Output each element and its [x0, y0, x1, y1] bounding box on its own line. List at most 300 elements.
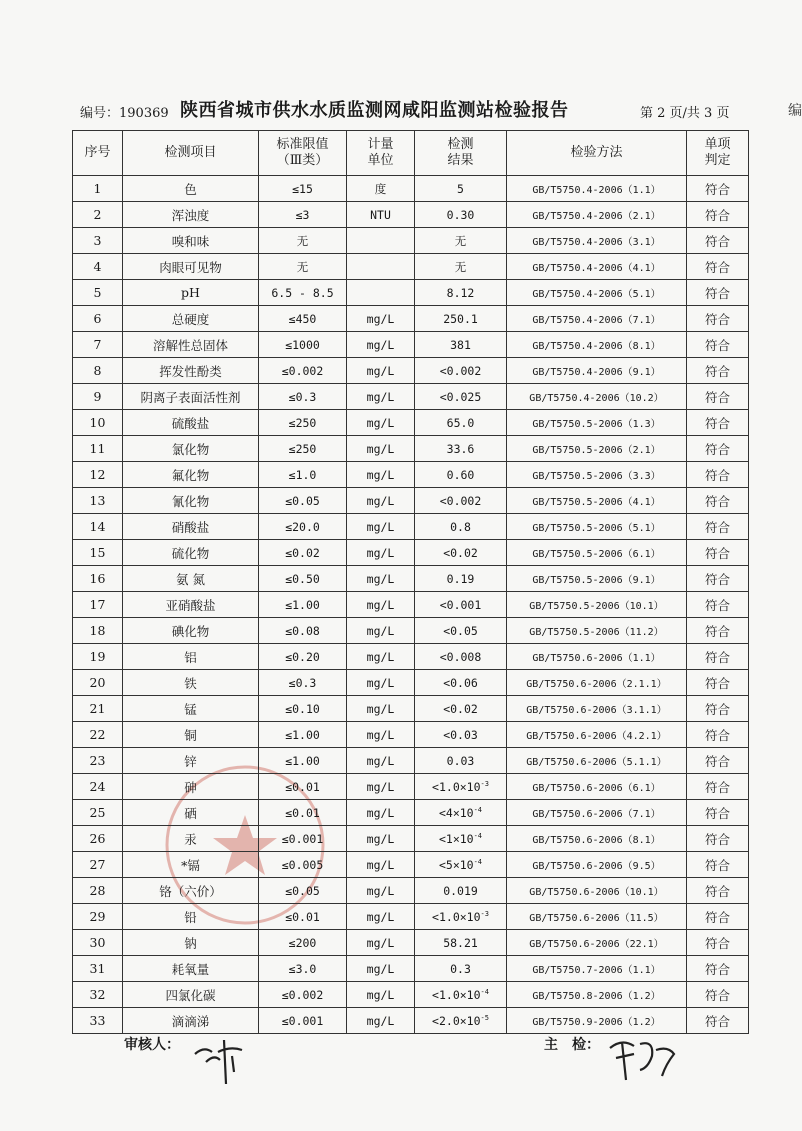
cell-unit-text: mg/L	[366, 857, 395, 872]
cell-unit-text: mg/L	[366, 597, 395, 612]
cell-limit-text: ≤0.01	[285, 909, 320, 924]
cell-limit	[259, 956, 347, 982]
cell-limit	[259, 722, 347, 748]
cell-method	[507, 462, 687, 488]
cell-item	[123, 670, 259, 696]
cell-method-text: GB/T5750.5-2006（1.3）	[532, 419, 661, 430]
cell-unit	[347, 956, 415, 982]
cell-no-text: 10	[89, 415, 106, 430]
cell-unit	[347, 644, 415, 670]
cell-result	[415, 436, 507, 462]
cell-judge	[687, 826, 749, 852]
cell-unit-text: mg/L	[366, 701, 395, 716]
cell-no	[73, 566, 123, 592]
table-row	[73, 592, 749, 618]
table-row	[73, 488, 749, 514]
cell-limit-text: ≤0.02	[285, 545, 320, 560]
cell-unit-text: mg/L	[366, 467, 395, 482]
cell-unit	[347, 904, 415, 930]
cell-judge	[687, 306, 749, 332]
cell-judge	[687, 930, 749, 956]
cell-judge-text: 符合	[704, 389, 730, 405]
cell-limit	[259, 410, 347, 436]
cell-unit-text: mg/L	[366, 363, 395, 378]
cell-no	[73, 254, 123, 280]
cell-method	[507, 228, 687, 254]
cell-judge	[687, 540, 749, 566]
cell-no-text: 12	[89, 467, 106, 482]
cell-result-text: <0.008	[439, 649, 482, 664]
cell-unit-text: mg/L	[366, 935, 395, 950]
cell-no-text: 32	[89, 987, 106, 1002]
cell-item	[123, 488, 259, 514]
cell-item-text: 阴离子表面活性剂	[140, 389, 241, 405]
cell-item	[123, 696, 259, 722]
cell-unit-text: mg/L	[366, 311, 395, 326]
cell-limit-text: 6.5 - 8.5	[271, 285, 334, 300]
cell-method	[507, 592, 687, 618]
cell-result-text: <0.002	[439, 493, 482, 508]
table-row	[73, 176, 749, 202]
cell-judge-text: 符合	[704, 701, 730, 717]
cell-result-text: 0.30	[446, 207, 475, 222]
cell-result-text: 58.21	[443, 935, 478, 950]
cell-result	[415, 488, 507, 514]
table-row	[73, 384, 749, 410]
cell-method-text: GB/T5750.5-2006（9.1）	[532, 575, 661, 586]
cell-result	[415, 878, 507, 904]
cell-unit	[347, 332, 415, 358]
cell-item-text: 浑浊度	[171, 207, 210, 223]
cell-method-text: GB/T5750.7-2006（1.1）	[532, 965, 661, 976]
cell-method-text: GB/T5750.8-2006（1.2）	[532, 991, 661, 1002]
cell-no	[73, 332, 123, 358]
cell-unit	[347, 982, 415, 1008]
cell-limit-text: ≤0.05	[285, 883, 320, 898]
cell-judge-text: 符合	[704, 961, 730, 977]
cell-judge	[687, 644, 749, 670]
table-header-row	[73, 131, 749, 176]
cell-method-text: GB/T5750.5-2006（11.2）	[529, 627, 664, 638]
cell-no	[73, 852, 123, 878]
cell-result	[415, 774, 507, 800]
cell-method	[507, 748, 687, 774]
cell-judge-text: 符合	[704, 831, 730, 847]
cell-judge	[687, 800, 749, 826]
cell-no	[73, 748, 123, 774]
cell-no	[73, 982, 123, 1008]
cell-unit-text: mg/L	[366, 337, 395, 352]
cell-judge-text: 符合	[704, 519, 730, 535]
header-col-judge: 单项 判定	[687, 131, 749, 176]
cell-limit	[259, 644, 347, 670]
cell-limit	[259, 436, 347, 462]
cell-no-text: 9	[93, 389, 102, 404]
cell-unit-text: mg/L	[366, 805, 395, 820]
cell-limit	[259, 592, 347, 618]
cell-item	[123, 332, 259, 358]
cell-limit-text: ≤250	[288, 415, 317, 430]
table-row	[73, 228, 749, 254]
cell-unit	[347, 176, 415, 202]
cell-unit	[347, 826, 415, 852]
cell-result-text: <2.0×10	[432, 1013, 481, 1028]
cell-judge-text: 符合	[704, 753, 730, 769]
cell-result	[415, 930, 507, 956]
table-row	[73, 982, 749, 1008]
table-row	[73, 800, 749, 826]
cell-unit	[347, 384, 415, 410]
cell-unit	[347, 462, 415, 488]
cell-unit	[347, 800, 415, 826]
cell-result-text: 65.0	[446, 415, 475, 430]
cell-item	[123, 358, 259, 384]
cell-item-text: 铁	[184, 675, 197, 691]
cell-result	[415, 618, 507, 644]
header-col-unit: 计量 单位	[347, 131, 415, 176]
cell-unit	[347, 878, 415, 904]
cell-no	[73, 228, 123, 254]
cell-unit	[347, 254, 415, 280]
cell-judge-text: 符合	[704, 545, 730, 561]
cell-no-text: 22	[89, 727, 106, 742]
cell-no-text: 6	[93, 311, 102, 326]
cell-item-text: 锰	[184, 701, 197, 717]
cell-limit	[259, 774, 347, 800]
cell-no-text: 2	[93, 207, 102, 222]
header-col-limit: 标准限值 （Ⅲ类）	[259, 131, 347, 176]
cell-result	[415, 540, 507, 566]
cell-unit	[347, 436, 415, 462]
report-header	[80, 96, 740, 126]
cell-method-text: GB/T5750.6-2006（11.5）	[529, 913, 664, 924]
cell-limit-text: ≤0.3	[288, 675, 317, 690]
cell-item-text: 硝酸盐	[171, 519, 210, 535]
cell-judge	[687, 228, 749, 254]
table-row	[73, 904, 749, 930]
cell-judge-text: 符合	[704, 259, 730, 275]
cell-limit	[259, 826, 347, 852]
cell-no-text: 1	[93, 181, 102, 196]
cell-limit-text: 无	[296, 259, 309, 274]
cell-no-text: 33	[89, 1013, 106, 1028]
cell-method	[507, 436, 687, 462]
cell-judge	[687, 748, 749, 774]
cell-no-text: 7	[93, 337, 102, 352]
cell-method-text: GB/T5750.6-2006（6.1）	[532, 783, 661, 794]
cell-judge-text: 符合	[704, 467, 730, 483]
cell-no-text: 21	[89, 701, 106, 716]
cell-item	[123, 592, 259, 618]
cell-result	[415, 332, 507, 358]
cell-unit-text: mg/L	[366, 675, 395, 690]
table-row	[73, 254, 749, 280]
cell-unit-text: mg/L	[366, 389, 395, 404]
cell-limit-text: ≤1.00	[285, 727, 320, 742]
cell-item	[123, 774, 259, 800]
cell-limit-text: ≤1.0	[288, 467, 317, 482]
cell-limit-text: ≤1.00	[285, 753, 320, 768]
cell-no-text: 29	[89, 909, 106, 924]
cell-result-text: <0.002	[439, 363, 482, 378]
cell-judge	[687, 670, 749, 696]
cell-no	[73, 462, 123, 488]
cell-method-text: GB/T5750.4-2006（5.1）	[532, 289, 661, 300]
cell-limit-text: ≤0.08	[285, 623, 320, 638]
cell-item	[123, 800, 259, 826]
table-row	[73, 774, 749, 800]
cell-method-text: GB/T5750.5-2006（6.1）	[532, 549, 661, 560]
cell-result-text: 5	[457, 181, 464, 196]
cell-item-text: 挥发性酚类	[159, 363, 222, 379]
cell-method-text: GB/T5750.4-2006（10.2）	[529, 393, 664, 404]
table-row	[73, 852, 749, 878]
cell-result-text: 33.6	[446, 441, 475, 456]
table-row	[73, 618, 749, 644]
cell-result-text: <5×10	[438, 857, 474, 872]
reviewer-signature	[190, 1032, 250, 1092]
cell-method-text: GB/T5750.4-2006（7.1）	[532, 315, 661, 326]
cell-item-text: 锌	[184, 753, 197, 769]
header-col-no: 序号	[73, 131, 123, 176]
cell-judge-text: 符合	[704, 311, 730, 327]
cell-item-text: 氨 氮	[176, 571, 205, 587]
cell-result	[415, 176, 507, 202]
cell-unit	[347, 748, 415, 774]
cell-item-text: 氰化物	[171, 493, 210, 509]
cell-unit-text: mg/L	[366, 987, 395, 1002]
cell-limit	[259, 332, 347, 358]
cell-result-text: <4×10	[438, 805, 474, 820]
cell-method-text: GB/T5750.4-2006（8.1）	[532, 341, 661, 352]
cell-no-text: 19	[89, 649, 106, 664]
cell-judge-text: 符合	[704, 207, 730, 223]
cell-no	[73, 904, 123, 930]
cell-judge-text: 符合	[704, 675, 730, 691]
cell-judge-text: 符合	[704, 805, 730, 821]
cell-method-text: GB/T5750.4-2006（2.1）	[532, 211, 661, 222]
cell-method-text: GB/T5750.6-2006（7.1）	[532, 809, 661, 820]
cell-judge	[687, 176, 749, 202]
cell-unit	[347, 280, 415, 306]
cell-limit-text: ≤0.50	[285, 571, 320, 586]
cell-item	[123, 410, 259, 436]
cell-limit	[259, 358, 347, 384]
table-row	[73, 358, 749, 384]
cell-no-text: 4	[93, 259, 102, 274]
cell-limit	[259, 670, 347, 696]
cell-judge-text: 符合	[704, 909, 730, 925]
cell-method-text: GB/T5750.6-2006（10.1）	[529, 887, 664, 898]
cell-no	[73, 176, 123, 202]
cell-item-text: 铅	[184, 909, 197, 925]
cell-result-text: 0.03	[446, 753, 475, 768]
cell-limit-text: ≤0.001	[281, 831, 324, 846]
cell-unit	[347, 202, 415, 228]
cell-item-text: 嗅和味	[171, 233, 210, 249]
cell-judge-text: 符合	[704, 597, 730, 613]
cell-judge	[687, 410, 749, 436]
cell-no	[73, 826, 123, 852]
cell-no	[73, 358, 123, 384]
cell-no-text: 25	[89, 805, 106, 820]
cell-result	[415, 358, 507, 384]
cell-no-text: 23	[89, 753, 106, 768]
cell-limit-text: ≤0.20	[285, 649, 320, 664]
cell-result	[415, 852, 507, 878]
cell-no-text: 16	[89, 571, 106, 586]
cell-method	[507, 904, 687, 930]
cell-item	[123, 956, 259, 982]
cell-method	[507, 696, 687, 722]
cell-no-text: 30	[89, 935, 106, 950]
table-row	[73, 436, 749, 462]
cell-unit	[347, 566, 415, 592]
cell-unit	[347, 722, 415, 748]
cell-no-text: 24	[89, 779, 106, 794]
cell-judge-text: 符合	[704, 181, 730, 197]
cell-result	[415, 410, 507, 436]
cell-result	[415, 722, 507, 748]
cell-unit-text: mg/L	[366, 623, 395, 638]
cell-item	[123, 540, 259, 566]
cell-judge-text: 符合	[704, 857, 730, 873]
cell-limit-text: ≤200	[288, 935, 317, 950]
cell-no-text: 31	[89, 961, 106, 976]
cell-result	[415, 956, 507, 982]
cell-item	[123, 618, 259, 644]
cell-unit-text: mg/L	[366, 519, 395, 534]
cell-no	[73, 280, 123, 306]
cell-unit	[347, 930, 415, 956]
cell-item	[123, 202, 259, 228]
cell-judge	[687, 202, 749, 228]
cell-item-text: 硫酸盐	[171, 415, 210, 431]
cell-no-text: 13	[89, 493, 106, 508]
cell-no-text: 3	[93, 233, 102, 248]
cell-judge-text: 符合	[704, 285, 730, 301]
cell-unit-text: mg/L	[366, 441, 395, 456]
cell-limit	[259, 280, 347, 306]
cell-method	[507, 540, 687, 566]
cell-result-text: 0.8	[450, 519, 471, 534]
table-row	[73, 462, 749, 488]
cell-no	[73, 956, 123, 982]
cell-method	[507, 488, 687, 514]
cell-no-text: 11	[89, 441, 106, 456]
cell-unit	[347, 228, 415, 254]
cell-unit	[347, 592, 415, 618]
cell-item	[123, 384, 259, 410]
cell-judge	[687, 332, 749, 358]
cell-item-text: *镉	[181, 857, 200, 873]
cell-item-text: 四氯化碳	[165, 987, 216, 1003]
table-row	[73, 332, 749, 358]
cell-item-text: 铝	[184, 649, 197, 665]
cell-no	[73, 878, 123, 904]
cell-unit-text: mg/L	[366, 493, 395, 508]
cell-method	[507, 722, 687, 748]
cell-result	[415, 696, 507, 722]
cell-limit	[259, 982, 347, 1008]
cell-limit-text: ≤0.01	[285, 805, 320, 820]
cell-limit	[259, 228, 347, 254]
cell-limit-text: ≤1.00	[285, 597, 320, 612]
cell-item	[123, 566, 259, 592]
cell-limit-text: ≤0.3	[288, 389, 317, 404]
cell-unit	[347, 358, 415, 384]
cell-result	[415, 514, 507, 540]
cell-no	[73, 670, 123, 696]
cell-method-text: GB/T5750.6-2006（5.1.1）	[526, 757, 667, 768]
cell-unit-text: mg/L	[366, 727, 395, 742]
cell-no	[73, 722, 123, 748]
cell-item-text: 氯化物	[171, 441, 210, 457]
cell-unit	[347, 410, 415, 436]
cell-judge-text: 符合	[704, 779, 730, 795]
cell-judge	[687, 384, 749, 410]
cell-result	[415, 592, 507, 618]
cell-item	[123, 982, 259, 1008]
cell-method-text: GB/T5750.6-2006（8.1）	[532, 835, 661, 846]
cell-result-text: <0.001	[439, 597, 482, 612]
cell-result-text: 0.019	[443, 883, 478, 898]
cell-result-text: 0.3	[450, 961, 471, 976]
cell-result	[415, 800, 507, 826]
cell-item	[123, 748, 259, 774]
cell-limit	[259, 618, 347, 644]
report-title: 陕西省城市供水水质监测网咸阳监测站检验报告	[180, 100, 569, 121]
cell-method	[507, 202, 687, 228]
cell-judge	[687, 618, 749, 644]
table-row	[73, 410, 749, 436]
cell-judge-text: 符合	[704, 233, 730, 249]
cell-item-text: 碘化物	[171, 623, 210, 639]
cell-item	[123, 254, 259, 280]
cell-method	[507, 306, 687, 332]
table-row	[73, 670, 749, 696]
cell-judge	[687, 462, 749, 488]
result-exponent: -4	[480, 987, 489, 996]
table-row	[73, 566, 749, 592]
cell-result-text: 8.12	[446, 285, 475, 300]
cell-method-text: GB/T5750.5-2006（3.3）	[532, 471, 661, 482]
cell-method	[507, 670, 687, 696]
table-row	[73, 644, 749, 670]
cell-item	[123, 436, 259, 462]
cell-unit	[347, 618, 415, 644]
adjacent-page-edge-char: 编	[788, 103, 802, 119]
result-exponent: -5	[480, 1013, 489, 1022]
cell-unit-text: mg/L	[366, 883, 395, 898]
table-row	[73, 878, 749, 904]
cell-method	[507, 982, 687, 1008]
cell-item	[123, 930, 259, 956]
cell-result-text: <0.025	[439, 389, 482, 404]
header-col-result: 检测 结果	[415, 131, 507, 176]
cell-judge	[687, 280, 749, 306]
cell-method-text: GB/T5750.6-2006（9.5）	[532, 861, 661, 872]
cell-unit-text: mg/L	[366, 753, 395, 768]
table-body	[73, 176, 749, 1034]
cell-method-text: GB/T5750.9-2006（1.2）	[532, 1017, 661, 1028]
cell-no-text: 26	[89, 831, 106, 846]
cell-method	[507, 644, 687, 670]
cell-item-text: 砷	[184, 779, 197, 795]
cell-item-text: 硫化物	[171, 545, 210, 561]
cell-limit	[259, 800, 347, 826]
cell-limit	[259, 254, 347, 280]
